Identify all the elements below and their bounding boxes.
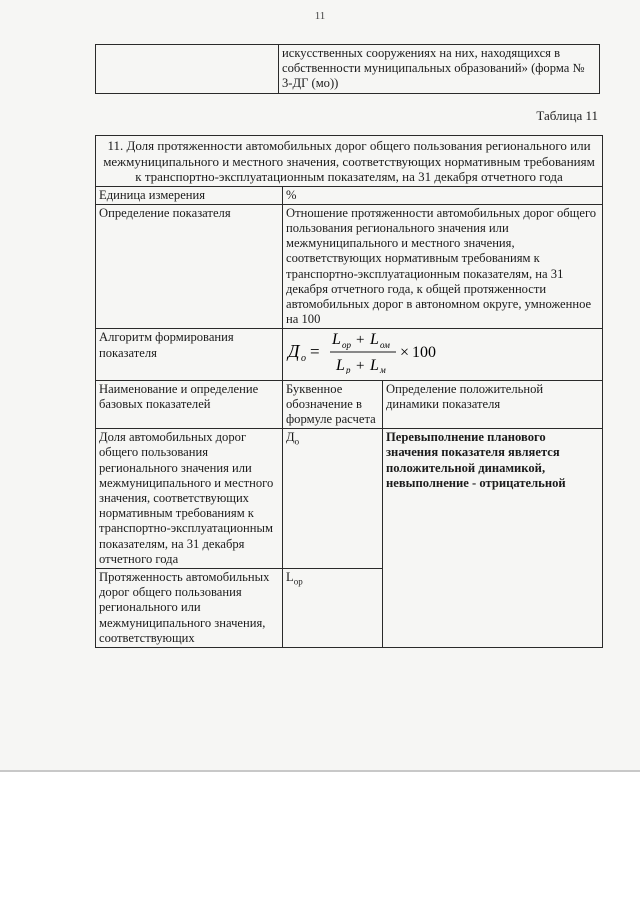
continuation-table (95, 44, 600, 94)
row-name-2: Протяженность автомобильных дорог общего пользования регионального или межмуниципального значения, соответствующих (96, 568, 283, 647)
definition-value: Отношение протяженности автомобильных дорог общего пользования регионального значения или межмуниципального и местного значения, соответствующих нормативным требованиям к транспортно-эксплуатационным показателям, на 31 декабря отчетного года, к общей протяженности автомобильных дорог в автономном округе, умноженное на 100 (283, 204, 603, 329)
formula-num-a: L (332, 331, 341, 349)
formula-times: × (400, 344, 410, 362)
formula-lhs-sub: о (301, 353, 306, 365)
formula-multiplier: 100 (412, 344, 436, 362)
page-number: 11 (314, 10, 326, 22)
formula (286, 330, 446, 374)
formula-den-b-sub: м (380, 365, 386, 375)
formula-cell (283, 329, 603, 380)
formula-num-b: L (370, 331, 379, 349)
formula-lhs: Д (288, 341, 300, 362)
col-header-symbol: Буквенное обозначение в формуле расчета (283, 380, 383, 429)
formula-equals: = (310, 342, 320, 362)
indicator-table (95, 135, 603, 648)
formula-den-plus: + (356, 358, 365, 375)
formula-den-a: L (336, 357, 345, 375)
row-symbol-2 (283, 568, 383, 647)
row-symbol-2-sub: ор (293, 576, 303, 587)
algorithm-label: Алгоритм формирования показателя (96, 329, 283, 380)
unit-label: Единица измерения (96, 186, 283, 204)
unit-value: % (283, 186, 603, 204)
continuation-left-cell (96, 45, 279, 94)
formula-num-plus: + (356, 332, 365, 349)
table-title: 11. Доля протяженности автомобильных дорог общего пользования регионального или межмуниципального и местного значения, соответствующих нормативным требованиям к транспортно-эксплуатационным показателям, на 31 декабря отчетного года (96, 136, 603, 187)
formula-num-a-sub: ор (342, 340, 351, 351)
row-symbol-1-letter: Д (286, 430, 295, 445)
row-name-1: Доля автомобильных дорог общего пользования регионального значения или межмуниципального и местного значения, соответствующих нормативным требованиям к транспортно-эксплуатационным показателям, на 31 декабря отчетного года (96, 429, 283, 569)
row-symbol-1-sub: о (294, 436, 300, 447)
dynamics-definition: Перевыполнение планового значения показателя является положительной динамикой, невыполнение - отрицательной (383, 429, 603, 648)
continuation-right-cell: искусственных сооружениях на них, находящихся в собственности муниципальных образований» (форма № 3-ДГ (мо)) (279, 45, 600, 94)
table-label: Таблица 11 (536, 108, 598, 123)
formula-den-b: L (370, 357, 379, 375)
definition-label: Определение показателя (96, 204, 283, 329)
row-symbol-1 (283, 429, 383, 569)
row-symbol-2-letter: L (286, 569, 294, 584)
col-header-name: Наименование и определение базовых показателей (96, 380, 283, 429)
formula-num-b-sub: ом (380, 340, 390, 351)
formula-den-a-sub: р (346, 365, 351, 375)
col-header-dynamics: Определение положительной динамики показателя (383, 380, 603, 429)
